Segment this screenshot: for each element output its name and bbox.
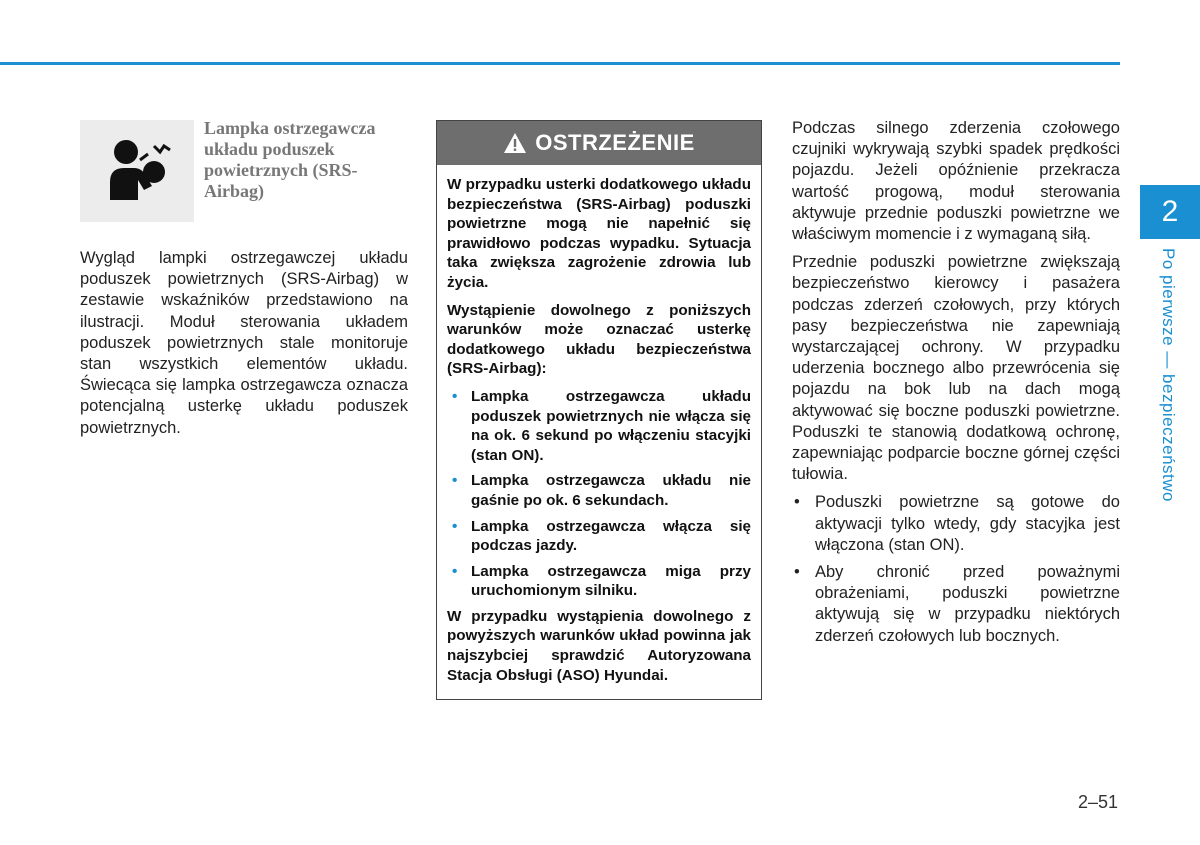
warning-list-item-text: Lampka ostrzegawcza włącza się podczas jazdy. <box>471 517 751 555</box>
warning-list-item <box>447 471 751 510</box>
right-paragraph: Podczas silnego zderzenia czołowego czujniki wykrywają szybki spadek prędkości pojazdu. Jeżeli opóźnienie przekracza wartość progową, moduł sterowania aktywuje przednie poduszki powietrzne we właściwym momencie i z wymaganą siłą. <box>792 119 1120 244</box>
airbag-warning-icon-box <box>80 120 194 222</box>
warning-box <box>436 120 762 700</box>
warning-list-item-text: Lampka ostrzegawcza miga przy uruchomionym silniku. <box>471 562 751 600</box>
warning-title: OSTRZEŻENIE <box>535 130 695 155</box>
warning-list-item-text: Lampka ostrzegawcza układu nie gaśnie po ok. 6 sekundach. <box>471 472 751 509</box>
right-list-item-text: Aby chronić przed poważnymi obrażeniami, poduszki powietrzne aktywują się w przypadku niektórych zderzeń czołowych lub bocznych. <box>815 563 1120 645</box>
bullet-icon: • <box>452 517 458 535</box>
bullet-icon: • <box>452 387 458 405</box>
warning-paragraph: W przypadku wystąpienia dowolnego z powyższych warunków układ powinna jak najszybciej sprawdzić Autoryzowana Stacja Obsługi (ASO) Hyundai. <box>447 607 751 684</box>
airbag-lamp-title: Lampka ostrzegawcza układu poduszek powietrznych (SRS-Airbag) <box>204 118 376 201</box>
warning-list-item <box>447 562 751 601</box>
warning-list <box>447 387 751 601</box>
top-rule <box>0 62 1120 65</box>
warning-body <box>437 165 761 685</box>
bullet-icon: • <box>794 563 800 582</box>
right-list-item <box>792 562 1120 647</box>
right-list <box>792 492 1120 646</box>
warning-list-item <box>447 387 751 465</box>
warning-list-item-text: Lampka ostrzegawcza układu poduszek powietrznych nie włącza się na ok. 6 sekund po włączeniu stacyjki (stan ON). <box>471 387 751 464</box>
chapter-title: Po pierwsze — bezpieczeństwo <box>1159 248 1178 503</box>
left-paragraph: Wygląd lampki ostrzegawczej układu poduszek powietrznych (SRS-Airbag) w zestawie wskaźników przedstawiono na ilustracji. Moduł sterowania układem poduszek powietrznych stale monitoruje stan wszystkich elementów układu. Świecąca się lampka ostrzegawcza oznacza potencjalną usterkę układu poduszek powietrznych. <box>80 249 408 437</box>
warning-triangle-icon <box>503 132 527 154</box>
warning-list-item <box>447 517 751 556</box>
chapter-tab: 2 <box>1140 185 1200 239</box>
bullet-icon: • <box>452 562 458 580</box>
right-paragraph: Przednie poduszki powietrzne zwiększają bezpieczeństwo kierowcy i pasażera podczas zderzeń czołowych, przy których pasy bezpieczeństwa nie zapewniają wystarczającej ochrony. W przypadku uderzenia bocznego albo przewrócenia się pojazdu na bok lub na dach mogą aktywować się boczne poduszki powietrzne. Poduszki te stanowią dodatkową ochronę, zapewniając podparcie boczne górnej części tułowia. <box>792 253 1120 484</box>
bullet-icon: • <box>794 493 800 512</box>
bullet-icon: • <box>452 472 458 490</box>
warning-paragraph: Wystąpienie dowolnego z poniższych warunków może oznaczać usterkę dodatkowego układu bezpieczeństwa (SRS-Airbag): <box>447 301 751 378</box>
warning-header <box>437 121 761 165</box>
page-number: 2–51 <box>1078 792 1119 812</box>
right-list-item <box>792 492 1120 556</box>
right-column <box>792 118 1120 653</box>
warning-paragraph: W przypadku usterki dodatkowego układu bezpieczeństwa (SRS-Airbag) poduszki powietrzne mogą nie napełnić się prawidłowo podczas wypadku. Sytuacja taka zwiększa zagrożenie zdrowia lub życia. <box>447 176 751 291</box>
airbag-warning-icon <box>102 138 174 204</box>
right-list-item-text: Poduszki powietrzne są gotowe do aktywacji tylko wtedy, gdy stacyjka jest włączona (stan ON). <box>815 493 1120 554</box>
